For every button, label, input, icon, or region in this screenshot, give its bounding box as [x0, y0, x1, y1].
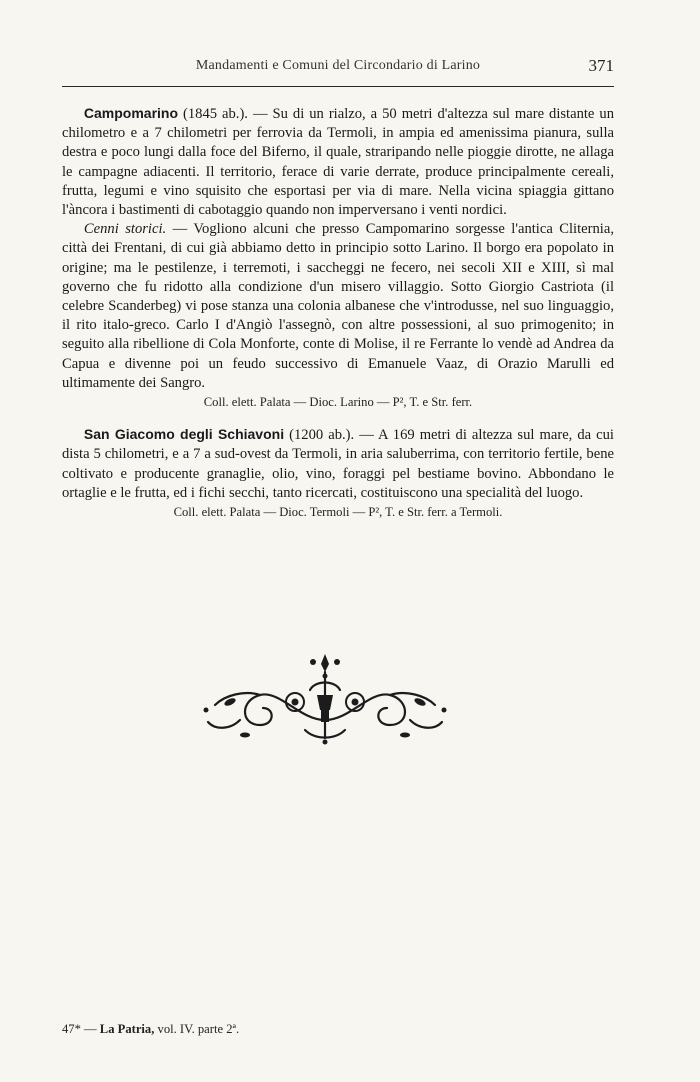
- footer-volume: vol. IV. parte 2ª.: [157, 1022, 240, 1036]
- history-text: — Vogliono alcuni che presso Campomarino sorgesse l'antica Cliternia, città dei Frentani, di cui già abbiamo detto in principio sotto Larino. Il borgo era popolato in origine; ma le pestilenze, i terremoti, i saccheggi ne fecero, nei secoli XII e XIII, sì mal governo che fu ridotto alla condizione d'un misero villaggio. Sotto Giorgio Castriota (il celebre Scanderbeg) vi pose stanza una colonia albanese che v'introdusse, nel suo linguaggio, il rito italo-greco. Carlo I d'Angiò l'assegnò, con altre possessioni, al suo primogenito; in seguito alla ribellione di Cola Monforte, conte di Molise, il re Ferrante lo vendè ad Andrea da Capua e divenne poi un feudo successivo di Emanuele Vaaz, di Orazio Marulli ed ultimamente dei Sangro.: [62, 221, 614, 391]
- history-label: Cenni storici.: [83, 221, 167, 238]
- entry-population: (1200 ab.).: [289, 427, 355, 444]
- entry-history: [62, 220, 614, 393]
- footer-signature: 47* —: [62, 1022, 97, 1036]
- footer-publication: La Patria,: [99, 1022, 155, 1036]
- header-rule: [62, 86, 614, 87]
- running-title: Mandamenti e Comuni del Circondario di Larino: [195, 58, 481, 73]
- collegio-line: Coll. elett. Palata — Dioc. Termoli — P², T. e Str. ferr. a Termoli.: [173, 505, 503, 520]
- entry-campomarino: [62, 104, 614, 220]
- entry-name: San Giacomo degli Schiavoni: [83, 426, 285, 443]
- entry-name: Campomarino: [83, 105, 179, 121]
- body-text: [62, 104, 614, 522]
- page-footer: [62, 1022, 239, 1037]
- page-number: 371: [588, 56, 614, 75]
- running-header: [62, 56, 614, 78]
- entry-san-giacomo: [62, 425, 614, 503]
- entry-description: — A 169 metri di altezza sul mare, da cui dista 5 chilometri, e a 7 a sud-ovest da Termoli, in aria saluberrima, con territorio fertile, bene coltivato e producente granaglie, olio, vino, foraggi pel bestiame bovino. Abbondano le ortaglie e le frutta, ed i fichi secchi, tanto ricercati, costituiscono una specialità del luogo.: [62, 427, 614, 501]
- entry-description: — Su di un rialzo, a 50 metri d'altezza sul mare distante un chilometro e a 7 chilometri per ferrovia da Termoli, in ampia ed amenissima pianura, sulla destra e poco lungi dalla foce del Biferno, il quale, straripando nelle pioggie dirotte, ne allaga le campagne adiacenti. Il territorio, ferace di varie derrate, produce principalmente cereali, frutta, legumi e vino squisito che esportasi per via di mare. Nella vicina spiaggia gittano l'àncora i bastimenti di cabotaggio quando non imperversano i venti nordici.: [62, 106, 614, 219]
- entry-population: (1845 ab.).: [183, 106, 248, 122]
- collegio-line: Coll. elett. Palata — Dioc. Larino — P², T. e Str. ferr.: [203, 395, 473, 410]
- floral-scroll-ornament-icon: [200, 650, 450, 745]
